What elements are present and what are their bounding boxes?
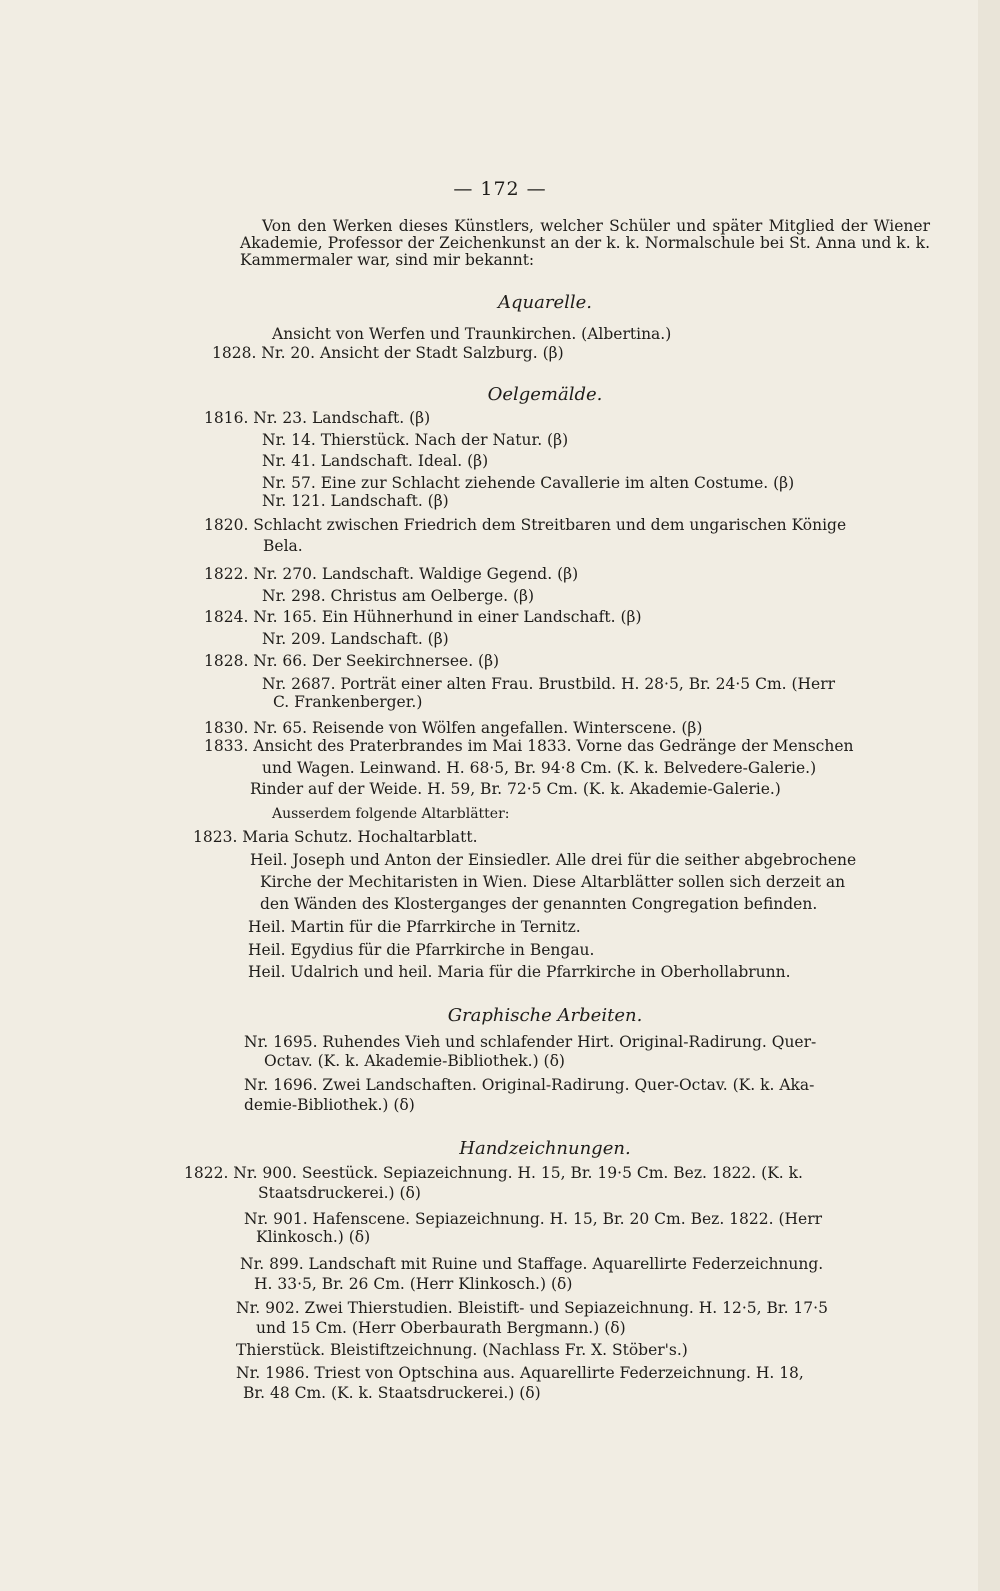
oel-line: Rinder auf der Weide. H. 59, Br. 72·5 Cm. (K. k. Akademie-Galerie.) [250, 780, 781, 798]
oel-line: Heil. Martin für die Pfarrkirche in Ternitz. [248, 918, 581, 936]
oel-line: und Wagen. Leinwand. H. 68·5, Br. 94·8 Cm. (K. k. Belvedere-Galerie.) [262, 759, 817, 777]
oel-line: Heil. Joseph und Anton der Einsiedler. Alle drei für die seither abgebrochene [250, 851, 857, 869]
oel-line: 1828. Nr. 66. Der Seekirchnersee. (β) [204, 652, 500, 670]
oel-line: Nr. 57. Eine zur Schlacht ziehende Cavallerie im alten Costume. (β) [262, 474, 795, 492]
hand-line: Br. 48 Cm. (K. k. Staatsdruckerei.) (δ) [243, 1384, 541, 1402]
hand-line: Thierstück. Bleistiftzeichnung. (Nachlass Fr. X. Stöber's.) [236, 1341, 688, 1359]
hand-line: H. 33·5, Br. 26 Cm. (Herr Klinkosch.) (δ) [254, 1275, 573, 1293]
oel-line: Nr. 2687. Porträt einer alten Frau. Brustbild. H. 28·5, Br. 24·5 Cm. (Herr [262, 675, 836, 693]
oel-line: Nr. 14. Thierstück. Nach der Natur. (β) [262, 431, 569, 449]
oel-line: 1833. Ansicht des Praterbrandes im Mai 1833. Vorne das Gedränge der Menschen [204, 737, 854, 755]
oel-line: Heil. Egydius für die Pfarrkirche in Bengau. [248, 941, 595, 959]
aquarelle-line: Ansicht von Werfen und Traunkirchen. (Albertina.) [272, 325, 672, 343]
hand-line: Nr. 901. Hafenscene. Sepiazeichnung. H. 15, Br. 20 Cm. Bez. 1822. (Herr [244, 1210, 823, 1228]
hand-line: Nr. 1986. Triest von Optschina aus. Aquarellirte Federzeichnung. H. 18, [236, 1364, 804, 1382]
hand-line: 1822. Nr. 900. Seestück. Sepiazeichnung. H. 15, Br. 19·5 Cm. Bez. 1822. (K. k. [184, 1164, 803, 1182]
oel-line: Kirche der Mechitaristen in Wien. Diese Altarblätter sollen sich derzeit an [260, 873, 846, 891]
page-number: — 172 — [453, 178, 547, 200]
section-heading-aquarelle: Aquarelle. [498, 292, 592, 313]
oel-line: Nr. 41. Landschaft. Ideal. (β) [262, 452, 489, 470]
oel-line: C. Frankenberger.) [273, 693, 423, 711]
oel-line: 1822. Nr. 270. Landschaft. Waldige Gegend. (β) [204, 565, 579, 583]
oel-line: Nr. 298. Christus am Oelberge. (β) [262, 587, 535, 605]
section-heading-graphische: Graphische Arbeiten. [447, 1005, 643, 1026]
oel-line: Bela. [263, 537, 303, 555]
aquarelle-line: 1828. Nr. 20. Ansicht der Stadt Salzburg. (β) [212, 344, 564, 362]
hand-line: Nr. 902. Zwei Thierstudien. Bleistift- und Sepiazeichnung. H. 12·5, Br. 17·5 [236, 1299, 828, 1317]
oel-line: Ausserdem folgende Altarblätter: [272, 806, 510, 822]
oel-line: 1820. Schlacht zwischen Friedrich dem Streitbaren und dem ungarischen Könige [204, 516, 847, 534]
graphische-line: Nr. 1695. Ruhendes Vieh und schlafender Hirt. Original-Radirung. Quer- [244, 1033, 817, 1051]
graphische-line: Octav. (K. k. Akademie-Bibliothek.) (δ) [264, 1052, 565, 1070]
oel-line: Nr. 121. Landschaft. (β) [262, 492, 449, 510]
oel-line: Heil. Udalrich und heil. Maria für die Pfarrkirche in Oberhollabrunn. [248, 963, 791, 981]
page-edge [978, 0, 1000, 1591]
oel-line: den Wänden des Klosterganges der genannten Congregation befinden. [260, 895, 818, 913]
hand-line: Klinkosch.) (δ) [256, 1228, 371, 1246]
oel-line: 1824. Nr. 165. Ein Hühnerhund in einer Landschaft. (β) [204, 608, 642, 626]
oel-line: 1816. Nr. 23. Landschaft. (β) [204, 409, 431, 427]
graphische-line: demie-Bibliothek.) (δ) [244, 1096, 415, 1114]
graphische-line: Nr. 1696. Zwei Landschaften. Original-Radirung. Quer-Octav. (K. k. Aka- [244, 1076, 815, 1094]
hand-line: und 15 Cm. (Herr Oberbaurath Bergmann.) (δ) [256, 1319, 626, 1337]
oel-line: Nr. 209. Landschaft. (β) [262, 630, 449, 648]
oel-line: 1830. Nr. 65. Reisende von Wölfen angefallen. Winterscene. (β) [204, 719, 703, 737]
section-heading-handzeichnungen: Handzeichnungen. [459, 1138, 631, 1159]
hand-line: Staatsdruckerei.) (δ) [258, 1184, 421, 1202]
intro-paragraph: Von den Werken dieses Künstlers, welcher Schüler und später Mitglied der Wiener Akademie, Professor der Zeichenkunst an der k. k. Normalschule bei St. Anna und k. k. Kammermaler war, sind mir bekannt: [240, 217, 930, 269]
oel-line: 1823. Maria Schutz. Hochaltarblatt. [193, 828, 478, 846]
hand-line: Nr. 899. Landschaft mit Ruine und Staffage. Aquarellirte Federzeichnung. [240, 1255, 824, 1273]
section-heading-oelgemaelde: Oelgemälde. [487, 384, 603, 405]
